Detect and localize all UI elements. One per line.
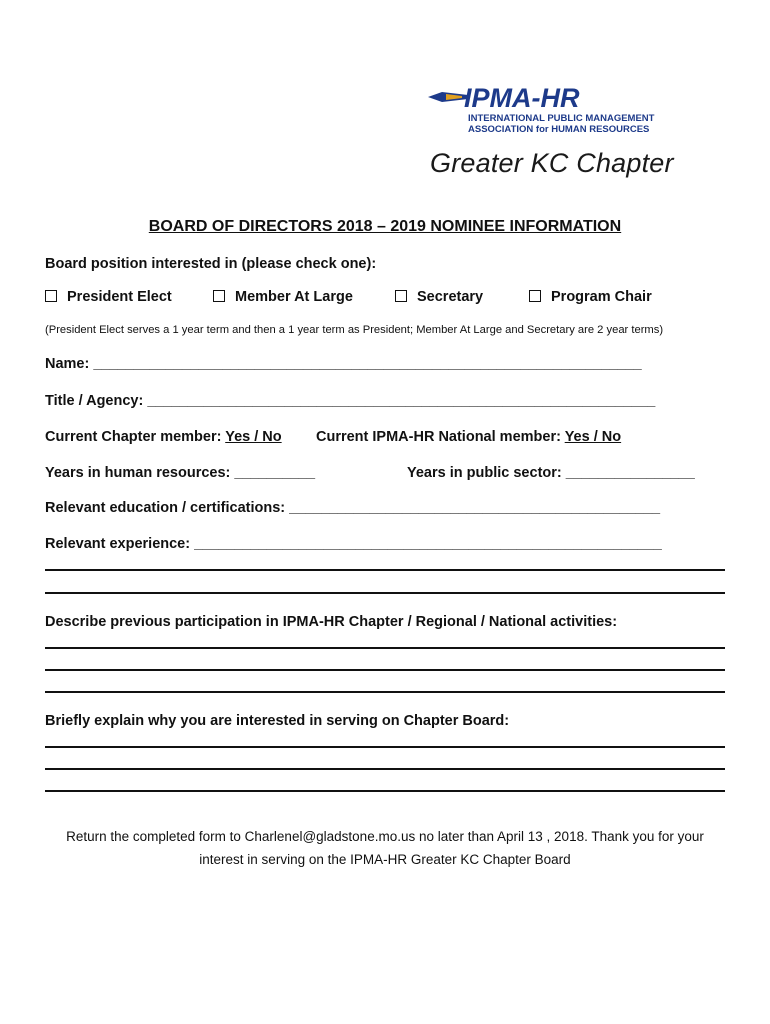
answer-line[interactable] — [45, 669, 725, 671]
answer-line[interactable] — [45, 592, 725, 594]
logo-arrow-icon — [428, 90, 468, 104]
option-program-chair[interactable] — [529, 289, 652, 305]
checkbox-icon[interactable] — [395, 290, 407, 302]
logo-wordmark: IPMA-HR — [464, 83, 580, 113]
option-label: Member At Large — [235, 289, 353, 305]
option-label: Secretary — [417, 289, 484, 305]
answer-line[interactable] — [45, 768, 725, 770]
option-label: President Elect — [67, 289, 172, 305]
interest-prompt: Briefly explain why you are interested in serving on Chapter Board: — [45, 713, 510, 729]
option-member-at-large[interactable] — [213, 289, 353, 305]
form-heading: BOARD OF DIRECTORS 2018 – 2019 NOMINEE INFORMATION — [148, 218, 622, 235]
position-prompt: Board position interested in (please check one): — [45, 256, 377, 272]
title-agency-field[interactable]: Title / Agency: _______________________________________________________________ — [45, 393, 656, 409]
chapter-member-choice[interactable]: Yes / No — [225, 429, 282, 445]
checkbox-icon[interactable] — [45, 290, 57, 302]
participation-prompt: Describe previous participation in IPMA-HR Chapter / Regional / National activities: — [45, 614, 618, 630]
footer-line-1: Return the completed form to Charlenel@gladstone.mo.us no later than April 13 , 2018. Thank you for your — [66, 829, 704, 844]
option-secretary[interactable] — [395, 289, 483, 305]
ipma-hr-logo — [428, 83, 655, 135]
experience-field[interactable]: Relevant experience: __________________________________________________________ — [45, 536, 662, 552]
option-president-elect[interactable] — [45, 289, 172, 305]
checkbox-icon[interactable] — [529, 290, 541, 302]
logo-subtitle-2: ASSOCIATION for HUMAN RESOURCES — [468, 124, 650, 135]
national-member-label: Current IPMA-HR National member: — [316, 429, 565, 445]
national-member-field[interactable] — [316, 429, 621, 445]
answer-line[interactable] — [45, 746, 725, 748]
logo-subtitle-1: INTERNATIONAL PUBLIC MANAGEMENT — [468, 113, 655, 124]
name-field[interactable]: Name: ____________________________________________________________________ — [45, 356, 642, 372]
terms-note: (President Elect serves a 1 year term and then a 1 year term as President; Member At Large and Secretary are 2 year terms) — [45, 324, 664, 336]
chapter-title: Greater KC Chapter — [430, 148, 674, 178]
chapter-member-field[interactable] — [45, 429, 282, 445]
footer-line-2: interest in serving on the IPMA-HR Greater KC Chapter Board — [199, 852, 571, 867]
option-label: Program Chair — [551, 289, 652, 305]
national-member-choice[interactable]: Yes / No — [564, 429, 622, 445]
answer-line[interactable] — [45, 647, 725, 649]
education-field[interactable]: Relevant education / certifications: ______________________________________________ — [45, 500, 661, 516]
answer-line[interactable] — [45, 569, 725, 571]
checkbox-icon[interactable] — [213, 290, 225, 302]
chapter-member-label: Current Chapter member: — [45, 429, 226, 445]
years-hr-field[interactable]: Years in human resources: __________ — [45, 465, 316, 481]
answer-line[interactable] — [45, 691, 725, 693]
answer-line[interactable] — [45, 790, 725, 792]
years-public-field[interactable]: Years in public sector: ________________ — [407, 465, 695, 481]
